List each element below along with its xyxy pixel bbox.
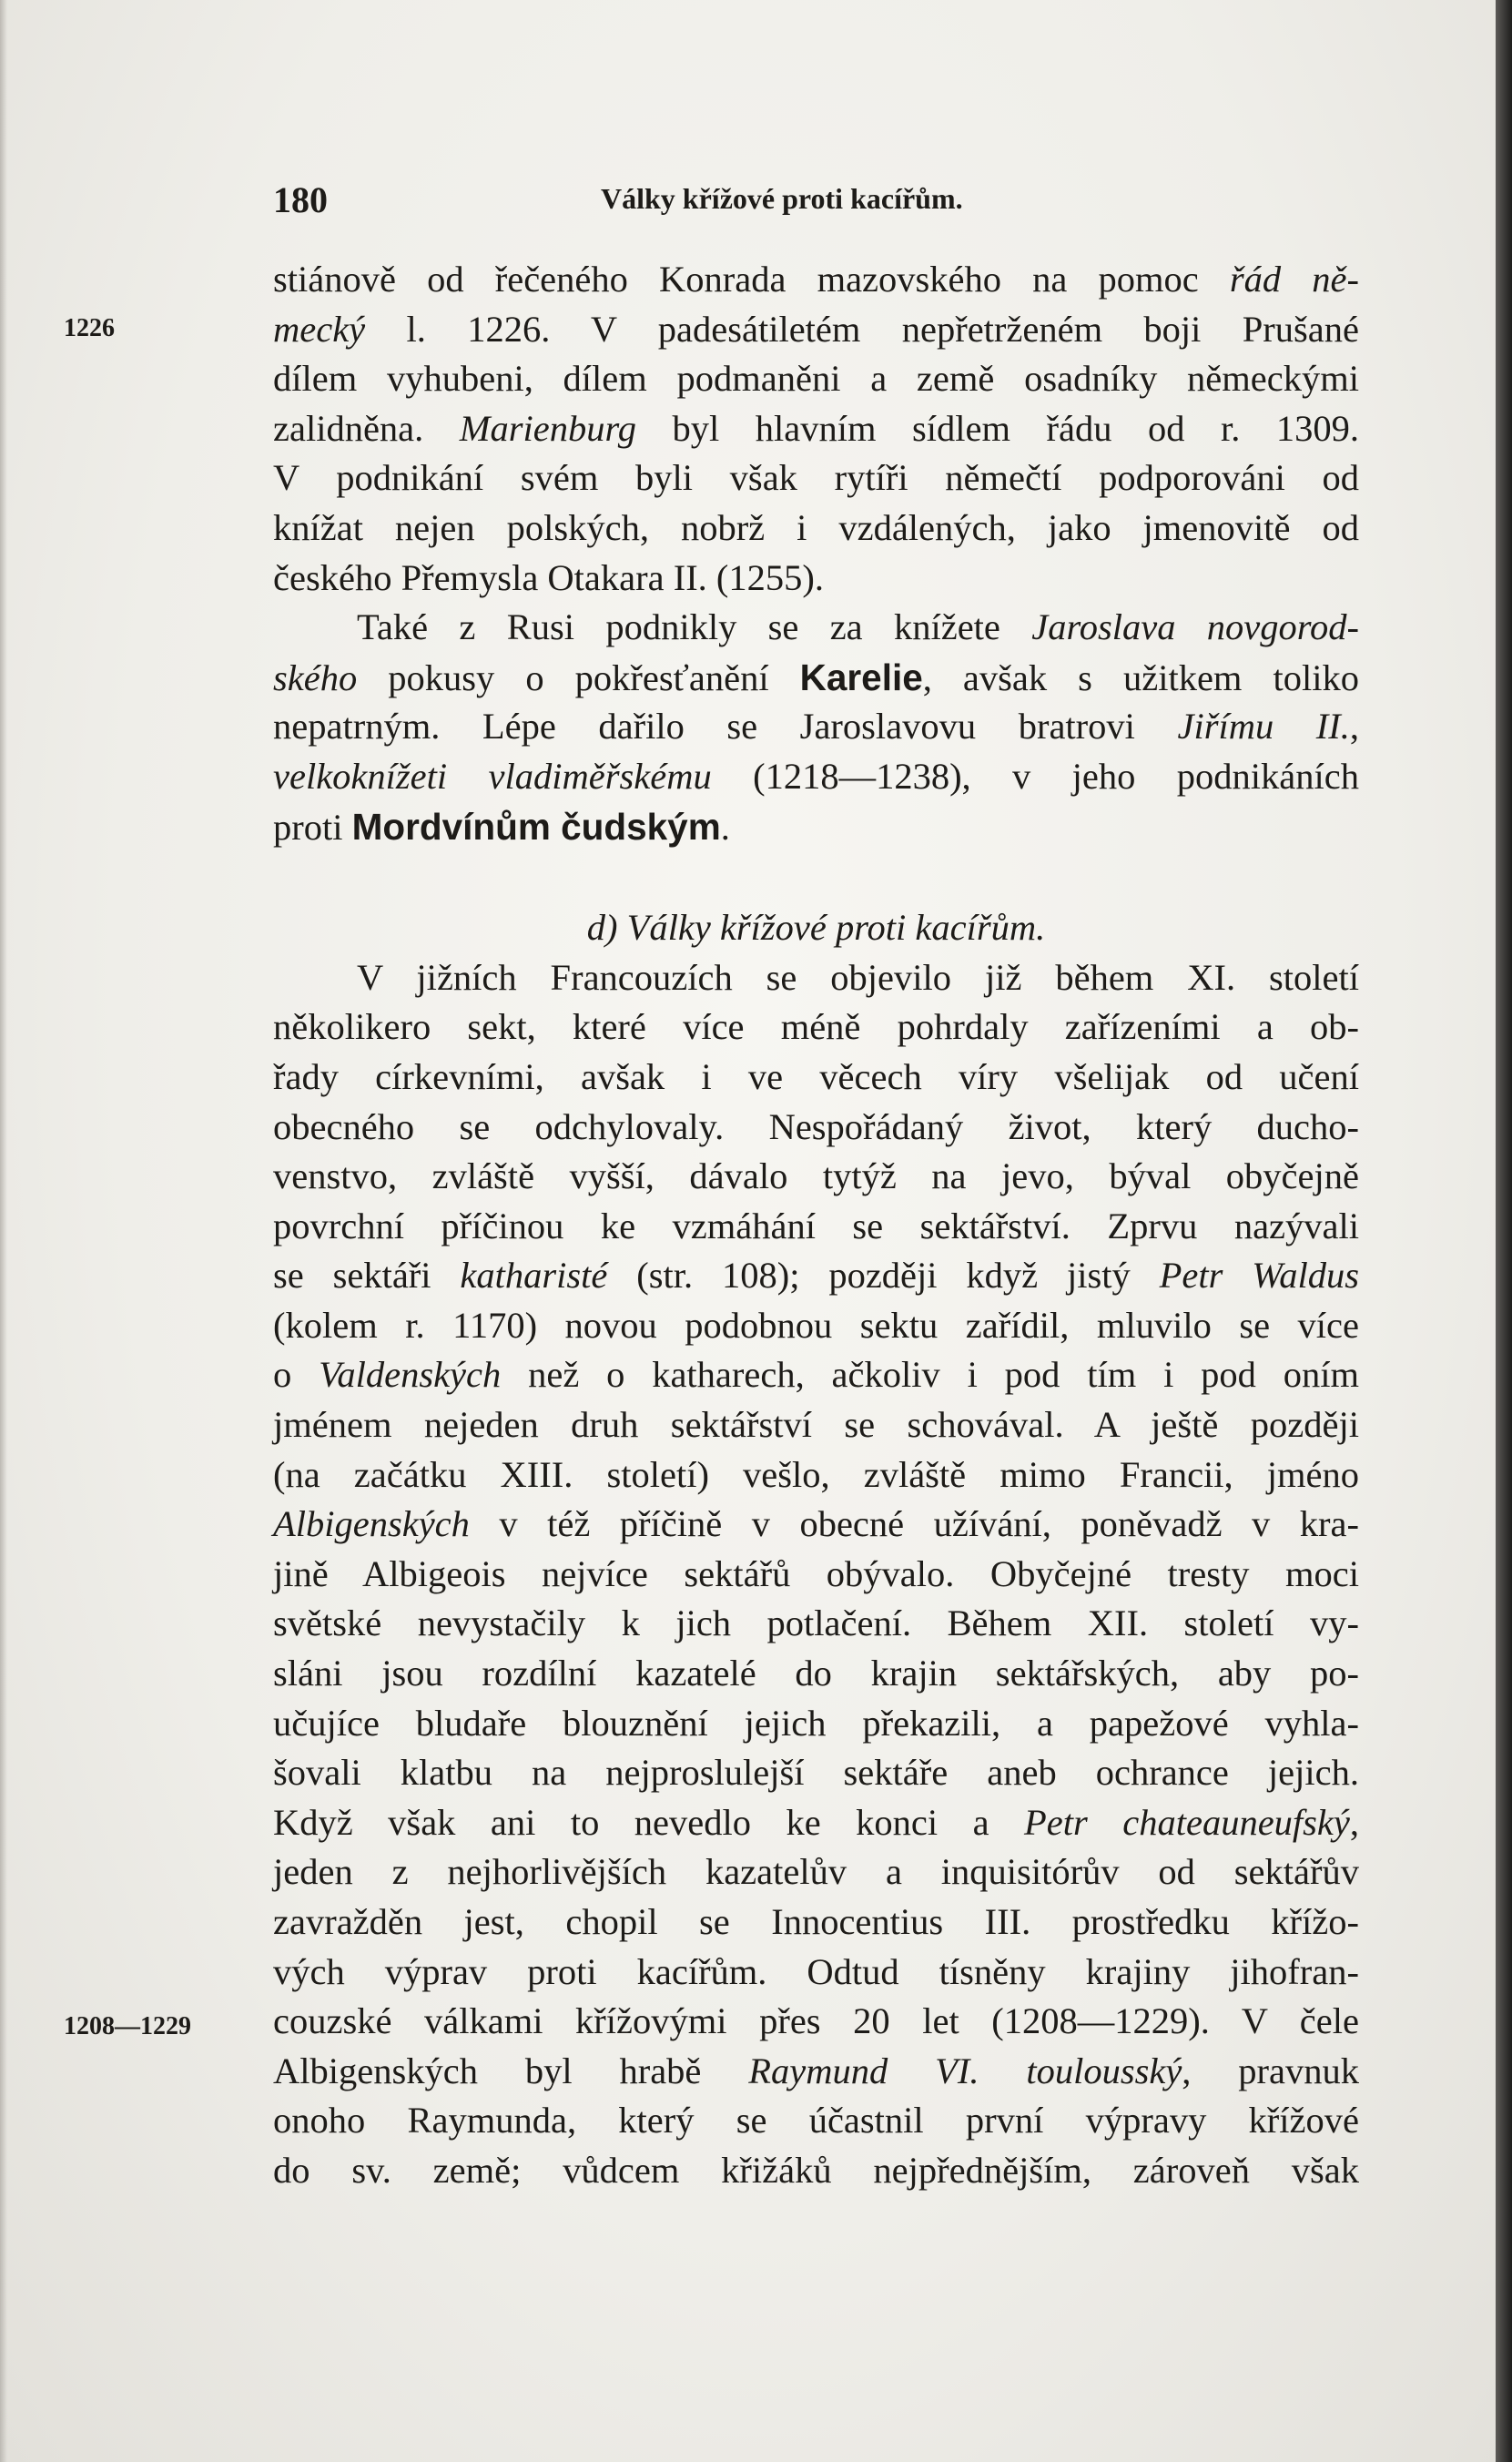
text-line: (kolem r. 1170) novou podobnou sektu zařídil, mluvilo se více (273, 1304, 1359, 1346)
body-text (273, 255, 1359, 2196)
text-line: velkoknížeti vladiměřskému (1218—1238), v jeho podnikáních (273, 755, 1359, 797)
text-line: světské nevystačily k jich potlačení. Během XII. století vy- (273, 1602, 1359, 1644)
text-line: do sv. země; vůdcem křižáků nejpřednějším, zároveň však (273, 2149, 1359, 2191)
text-line: couzské válkami křížovými přes 20 let (1208—1229). V čele (273, 2000, 1359, 2042)
section-heading: d) Války křížové proti kacířům. (586, 907, 1046, 949)
text-line: řady církevními, avšak i ve věcech víry všelijak od učení (273, 1055, 1359, 1097)
text-line: zavražděn jest, chopil se Innocentius III. prostředku křížo- (273, 1901, 1359, 1942)
text-line: proti Mordvínům čudským. (273, 805, 730, 848)
text-line: venstvo, zvláště vyšší, dávalo tytýž na jevo, býval obyčejně (273, 1155, 1359, 1197)
text-line: šovali klatbu na nejproslulejší sektáře aneb ochrance jejich. (273, 1752, 1359, 1794)
running-header (273, 178, 1029, 224)
text-line: V jižních Francouzích se objevilo již během XI. století (357, 956, 1359, 998)
text-line: jeden z nejhorlivějších kazatelův a inquisitórův od sektářův (273, 1851, 1359, 1893)
text-line: učujíce bludaře blouznění jejich překazili, a papežové vyhla- (273, 1702, 1359, 1744)
text-line: stiánově od řečeného Konrada mazovského na pomoc řád ně- (273, 259, 1359, 300)
text-line: V podnikání svém byli však rytíři němečtí podporováni od (273, 457, 1359, 499)
text-line: českého Přemysla Otakara II. (1255). (273, 556, 825, 598)
margin-note-1226: 1226 (64, 314, 115, 342)
text-line: (na začátku XIII. století) vešlo, zvláště mimo Francii, jméno (273, 1453, 1359, 1495)
text-line: onoho Raymunda, který se účastnil první výpravy křížové (273, 2100, 1359, 2142)
text-line: dílem vyhubeni, dílem podmaněni a země osadníky německými (273, 358, 1359, 400)
text-line: nepatrným. Lépe dařilo se Jaroslavovu bratrovi Jiřímu II., (273, 706, 1359, 748)
text-line: jině Albigeois nejvíce sektářů obývalo. Obyčejné tresty moci (273, 1552, 1359, 1594)
text-line: vých výprav proti kacířům. Odtud tísněny krajiny jihofran- (273, 1950, 1359, 1992)
text-line: Albigenských v též příčině v obecné užívání, poněvadž v kra- (273, 1503, 1359, 1545)
page-right-edge-binding (1496, 0, 1512, 2462)
text-line: se sektáři katharisté (str. 108); později když jistý Petr Waldus (273, 1255, 1359, 1297)
text-line: Albigenských byl hrabě Raymund VI. toulousský, pravnuk (273, 2050, 1360, 2091)
text-line: mecký l. 1226. V padesátiletém nepřetrženém boji Prušané (273, 308, 1359, 350)
text-line: jménem nejeden druh sektářství se schovával. A ještě později (273, 1404, 1359, 1446)
text-line: Také z Rusi podnikly se za knížete Jaroslava novgorod- (357, 606, 1359, 648)
text-line: o Valdenských než o katharech, ačkoliv i pod tím i pod oním (273, 1354, 1360, 1396)
page-number: 180 (273, 179, 328, 220)
text-line: Když však ani to nevedlo ke konci a Petr chateauneufský, (273, 1801, 1360, 1843)
text-line: několikero sekt, které více méně pohrdaly zařízeními a ob- (273, 1006, 1359, 1048)
text-line: sláni jsou rozdílní kazatelé do krajin sektářských, aby po- (273, 1653, 1359, 1694)
text-line: knížat nejen polských, nobrž i vzdálených, jako jmenovitě od (273, 506, 1359, 548)
text-line: ského pokusy o pokřesťanění Karelie, avšak s užitkem toliko (273, 656, 1359, 698)
running-title: Války křížové proti kacířům. (601, 182, 963, 215)
text-line: obecného se odchylovaly. Nespořádaný život, který ducho- (273, 1105, 1359, 1147)
margin-note-1208-1229: 1208—1229 (64, 2012, 191, 2040)
text-line: zalidněna. Marienburg byl hlavním sídlem řádu od r. 1309. (273, 407, 1359, 449)
text-line: povrchní příčinou ke vzmáhání se sektářství. Zprvu nazývali (273, 1205, 1359, 1246)
page-left-edge-shadow (0, 0, 7, 2462)
